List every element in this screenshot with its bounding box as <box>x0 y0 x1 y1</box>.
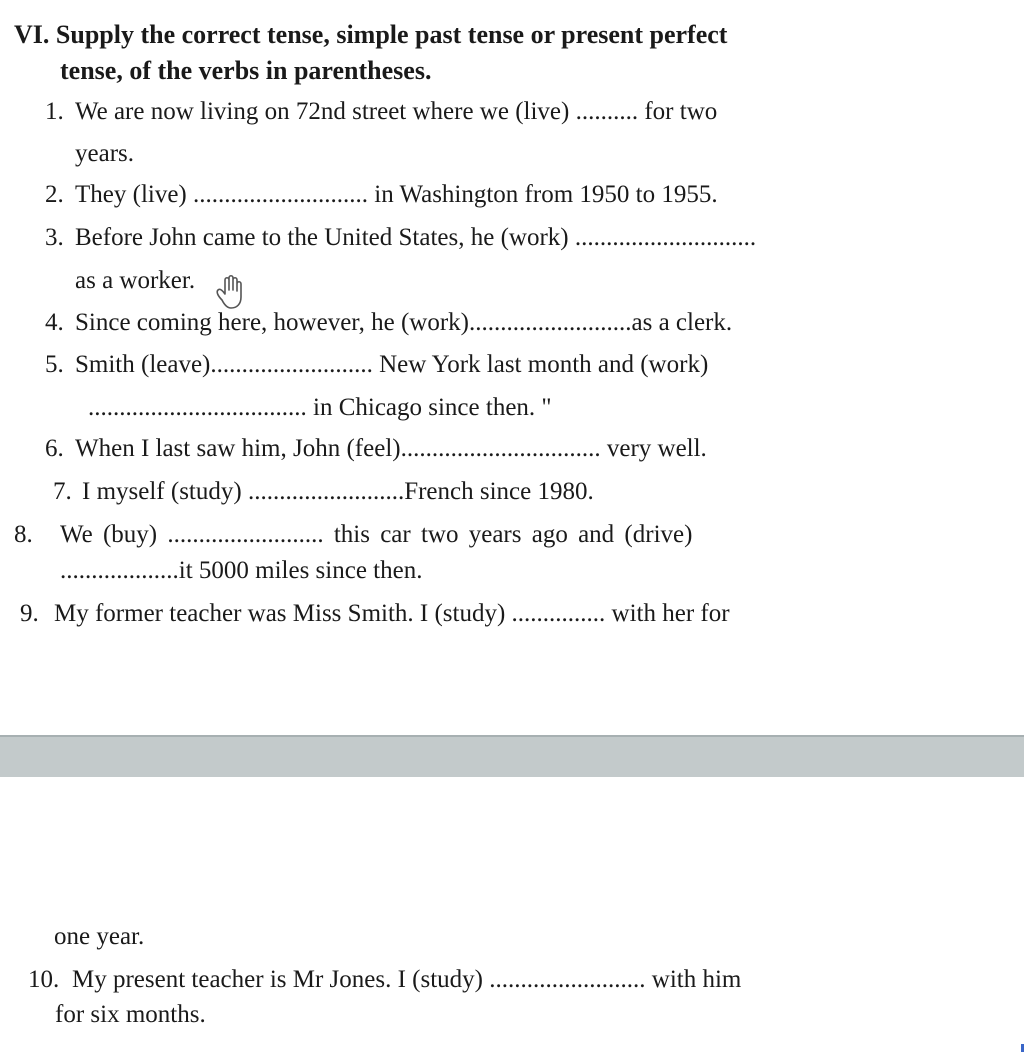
item-5-text: Smith (leave).......................... New York last month and (work) <box>75 351 709 378</box>
item-7-number: 7. <box>53 478 72 505</box>
item-6-text: When I last saw him, John (feel)................................ very well. <box>75 435 707 462</box>
item-5-continuation: ................................... in Chicago since then. " <box>88 394 552 421</box>
page-divider <box>0 735 1024 777</box>
item-9-number: 9. <box>20 600 39 627</box>
item-8-number: 8. <box>14 521 33 548</box>
item-3-text: Before John came to the United States, he (work) ............................. <box>75 224 757 251</box>
item-9-text: My former teacher was Miss Smith. I (study) ............... with her for <box>54 600 730 627</box>
item-10-number: 10. <box>28 966 60 993</box>
item-7-text: I myself (study) .........................French since 1980. <box>82 478 594 505</box>
exercise-title-line-2: tense, of the verbs in parentheses. <box>60 56 432 85</box>
item-8-continuation: ...................it 5000 miles since then. <box>60 557 423 584</box>
item-2-number: 2. <box>45 181 64 208</box>
item-5-number: 5. <box>45 351 64 378</box>
item-8-text: We (buy) ......................... this car two years ago and (drive) <box>60 521 693 548</box>
item-3-continuation: as a worker. <box>75 267 196 294</box>
item-9-continuation: one year. <box>54 923 145 950</box>
item-10-continuation: for six months. <box>55 1001 206 1028</box>
item-1-continuation: years. <box>75 140 134 167</box>
exercise-title-line-1: VI. Supply the correct tense, simple past tense or present perfect <box>14 20 728 49</box>
item-4-number: 4. <box>45 309 64 336</box>
item-4-text: Since coming here, however, he (work)..........................as a clerk. <box>75 309 733 336</box>
item-3-number: 3. <box>45 224 64 251</box>
item-10-text: My present teacher is Mr Jones. I (study) ......................... with him <box>72 966 742 993</box>
item-1-number: 1. <box>45 98 64 125</box>
item-2-text: They (live) ............................ in Washington from 1950 to 1955. <box>75 181 718 208</box>
item-1-text: We are now living on 72nd street where we (live) .......... for two <box>75 98 718 125</box>
item-6-number: 6. <box>45 435 64 462</box>
